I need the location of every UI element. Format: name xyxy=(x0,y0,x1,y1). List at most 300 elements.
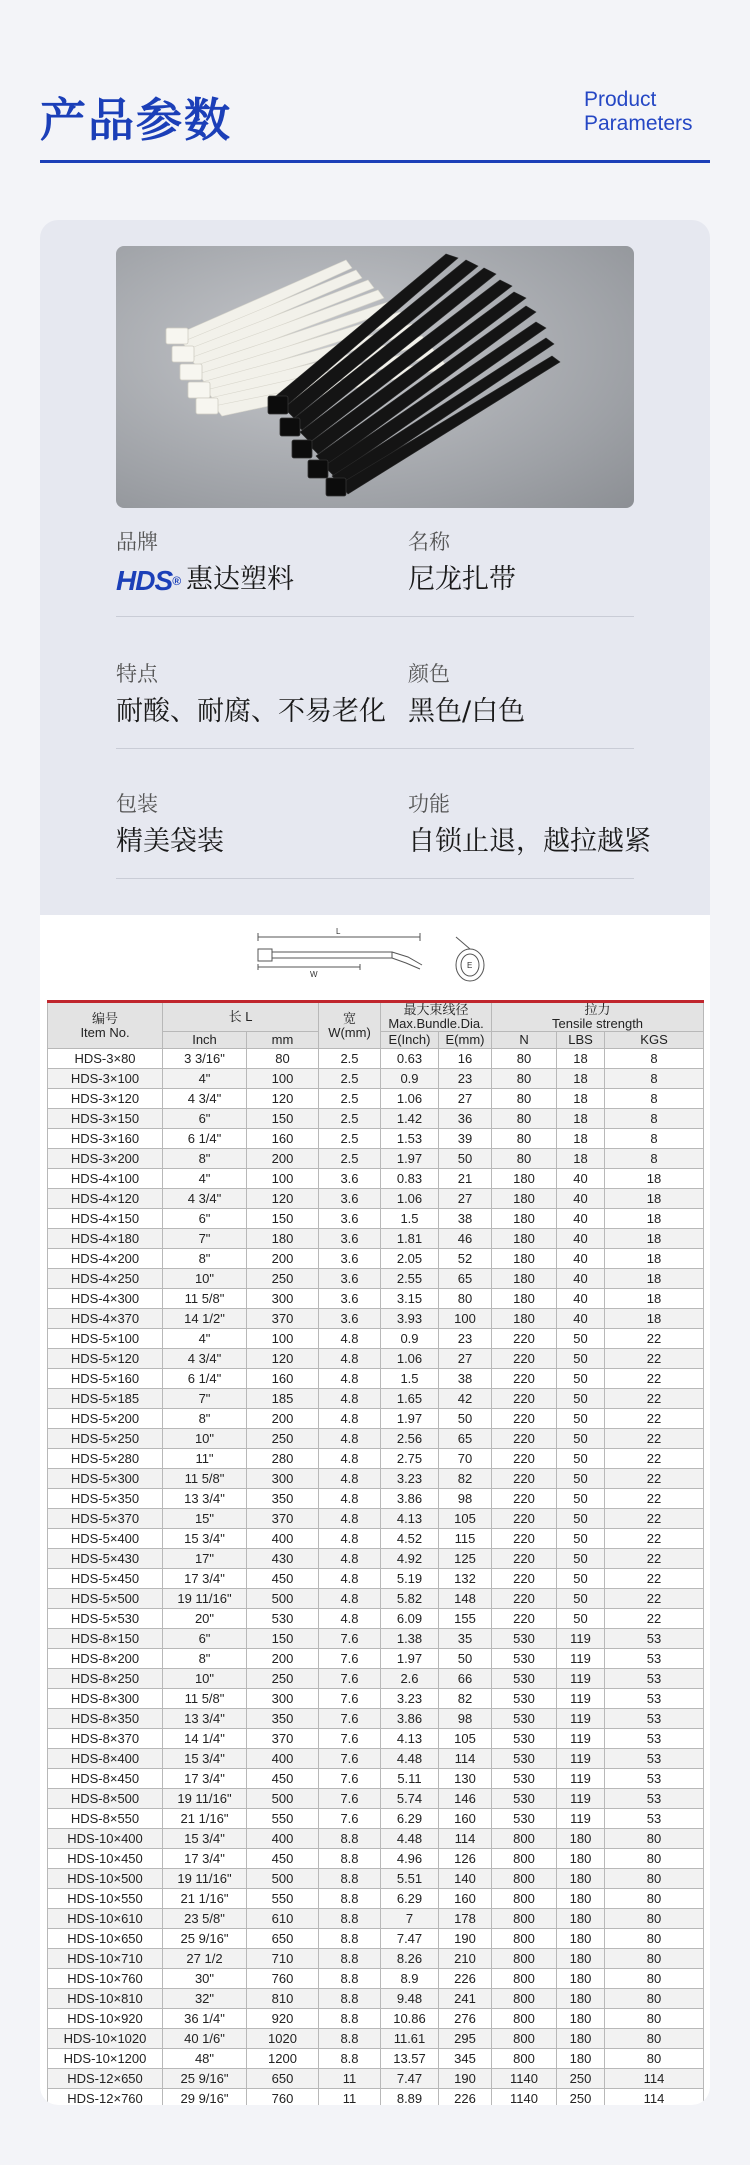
cell-mm: 760 xyxy=(247,2089,319,2106)
cell-e-inch: 13.57 xyxy=(381,2049,439,2069)
cell-lbs: 50 xyxy=(557,1549,605,1569)
cell-n: 220 xyxy=(492,1569,557,1589)
cell-mm: 180 xyxy=(247,1229,319,1249)
cell-e-mm: 39 xyxy=(439,1129,492,1149)
spec-color-value: 黑色/白色 xyxy=(408,696,526,727)
cell-kgs: 22 xyxy=(605,1349,704,1369)
cell-width: 3.6 xyxy=(319,1209,381,1229)
cell-item-no: HDS-5×400 xyxy=(48,1529,163,1549)
cell-e-inch: 2.6 xyxy=(381,1669,439,1689)
cell-kgs: 80 xyxy=(605,1849,704,1869)
cell-kgs: 22 xyxy=(605,1409,704,1429)
cell-width: 2.5 xyxy=(319,1149,381,1169)
cell-lbs: 40 xyxy=(557,1209,605,1229)
spec-name-label: 名称 xyxy=(408,530,450,554)
cell-inch: 32" xyxy=(163,1989,247,2009)
table-row xyxy=(48,1109,704,1129)
cell-e-mm: 50 xyxy=(439,1149,492,1169)
table-row xyxy=(48,1969,704,1989)
cell-e-inch: 4.92 xyxy=(381,1549,439,1569)
cell-mm: 610 xyxy=(247,1909,319,1929)
cell-lbs: 18 xyxy=(557,1149,605,1169)
table-row xyxy=(48,1689,704,1709)
spec-brand xyxy=(116,528,294,599)
cell-kgs: 80 xyxy=(605,2049,704,2069)
table-row xyxy=(48,1709,704,1729)
cell-lbs: 119 xyxy=(557,1809,605,1829)
cell-lbs: 50 xyxy=(557,1609,605,1629)
cell-e-mm: 65 xyxy=(439,1429,492,1449)
cell-inch: 17 3/4" xyxy=(163,1569,247,1589)
header-divider xyxy=(40,160,710,163)
cell-item-no: HDS-10×400 xyxy=(48,1829,163,1849)
cell-inch: 20" xyxy=(163,1609,247,1629)
cell-mm: 150 xyxy=(247,1629,319,1649)
cell-inch: 4" xyxy=(163,1069,247,1089)
cell-kgs: 22 xyxy=(605,1389,704,1409)
cell-n: 530 xyxy=(492,1769,557,1789)
table-row xyxy=(48,2089,704,2106)
cell-item-no: HDS-4×200 xyxy=(48,1249,163,1269)
cell-inch: 3 3/16" xyxy=(163,1049,247,1069)
cell-mm: 650 xyxy=(247,2069,319,2089)
cell-inch: 23 5/8" xyxy=(163,1909,247,1929)
cell-width: 7.6 xyxy=(319,1689,381,1709)
header-inch: Inch xyxy=(163,1032,247,1049)
cell-n: 80 xyxy=(492,1129,557,1149)
cell-mm: 120 xyxy=(247,1189,319,1209)
cell-kgs: 18 xyxy=(605,1269,704,1289)
cell-item-no: HDS-3×200 xyxy=(48,1149,163,1169)
table-row xyxy=(48,2049,704,2069)
header-e-mm: E(mm) xyxy=(439,1032,492,1049)
cell-width: 2.5 xyxy=(319,1089,381,1109)
cell-lbs: 119 xyxy=(557,1769,605,1789)
cell-mm: 300 xyxy=(247,1289,319,1309)
cell-lbs: 180 xyxy=(557,2009,605,2029)
cell-kgs: 22 xyxy=(605,1609,704,1629)
cell-width: 8.8 xyxy=(319,2029,381,2049)
cell-lbs: 119 xyxy=(557,1789,605,1809)
cell-mm: 350 xyxy=(247,1489,319,1509)
cell-mm: 370 xyxy=(247,1309,319,1329)
table-row xyxy=(48,1209,704,1229)
cell-lbs: 180 xyxy=(557,1949,605,1969)
cell-kgs: 114 xyxy=(605,2069,704,2089)
cell-e-inch: 5.11 xyxy=(381,1769,439,1789)
cell-e-mm: 50 xyxy=(439,1649,492,1669)
cell-item-no: HDS-3×80 xyxy=(48,1049,163,1069)
table-row xyxy=(48,1649,704,1669)
cell-width: 8.8 xyxy=(319,1989,381,2009)
table-row xyxy=(48,1769,704,1789)
cell-inch: 6 1/4" xyxy=(163,1129,247,1149)
cell-lbs: 50 xyxy=(557,1369,605,1389)
cell-e-inch: 3.23 xyxy=(381,1469,439,1489)
cell-item-no: HDS-8×150 xyxy=(48,1629,163,1649)
cell-item-no: HDS-5×430 xyxy=(48,1549,163,1569)
cell-width: 4.8 xyxy=(319,1429,381,1449)
cell-kgs: 22 xyxy=(605,1509,704,1529)
spec-function xyxy=(408,790,651,860)
cell-inch: 15 3/4" xyxy=(163,1529,247,1549)
cell-width: 7.6 xyxy=(319,1749,381,1769)
cell-width: 4.8 xyxy=(319,1509,381,1529)
cell-mm: 120 xyxy=(247,1349,319,1369)
cell-e-inch: 6.29 xyxy=(381,1809,439,1829)
cell-width: 4.8 xyxy=(319,1529,381,1549)
cell-kgs: 80 xyxy=(605,1989,704,2009)
cell-e-mm: 98 xyxy=(439,1709,492,1729)
spec-name-value: 尼龙扎带 xyxy=(408,564,516,595)
spec-package-label: 包装 xyxy=(116,792,158,816)
cell-inch: 7" xyxy=(163,1229,247,1249)
table-row xyxy=(48,1569,704,1589)
cell-e-inch: 1.5 xyxy=(381,1369,439,1389)
cell-e-inch: 8.89 xyxy=(381,2089,439,2106)
cell-mm: 100 xyxy=(247,1169,319,1189)
cell-e-mm: 345 xyxy=(439,2049,492,2069)
cell-n: 800 xyxy=(492,1889,557,1909)
cell-inch: 19 11/16" xyxy=(163,1869,247,1889)
cell-lbs: 119 xyxy=(557,1689,605,1709)
cell-kgs: 18 xyxy=(605,1169,704,1189)
cell-item-no: HDS-4×300 xyxy=(48,1289,163,1309)
cell-inch: 11" xyxy=(163,1449,247,1469)
cell-n: 220 xyxy=(492,1509,557,1529)
cell-lbs: 180 xyxy=(557,1849,605,1869)
cell-width: 4.8 xyxy=(319,1369,381,1389)
cell-e-inch: 7.47 xyxy=(381,1929,439,1949)
cell-width: 8.8 xyxy=(319,1949,381,1969)
cell-n: 180 xyxy=(492,1229,557,1249)
cell-e-mm: 140 xyxy=(439,1869,492,1889)
cell-e-mm: 27 xyxy=(439,1349,492,1369)
cell-item-no: HDS-3×160 xyxy=(48,1129,163,1149)
cell-kgs: 18 xyxy=(605,1229,704,1249)
cell-e-mm: 66 xyxy=(439,1669,492,1689)
cell-kgs: 80 xyxy=(605,1909,704,1929)
cell-e-mm: 241 xyxy=(439,1989,492,2009)
cell-mm: 430 xyxy=(247,1549,319,1569)
cell-kgs: 18 xyxy=(605,1289,704,1309)
cell-inch: 15" xyxy=(163,1509,247,1529)
spec-function-value: 自锁止退，越拉越紧 xyxy=(408,826,651,857)
cell-lbs: 180 xyxy=(557,1989,605,2009)
table-row xyxy=(48,1429,704,1449)
cell-e-mm: 148 xyxy=(439,1589,492,1609)
cell-width: 4.8 xyxy=(319,1349,381,1369)
cell-e-mm: 226 xyxy=(439,2089,492,2106)
cell-kgs: 22 xyxy=(605,1449,704,1469)
cell-e-inch: 0.83 xyxy=(381,1169,439,1189)
cell-width: 8.8 xyxy=(319,1849,381,1869)
cell-lbs: 119 xyxy=(557,1669,605,1689)
page-title: 产品参数 xyxy=(40,93,232,147)
cell-e-mm: 82 xyxy=(439,1689,492,1709)
cell-mm: 530 xyxy=(247,1609,319,1629)
cell-e-inch: 1.06 xyxy=(381,1189,439,1209)
cell-kgs: 22 xyxy=(605,1469,704,1489)
cell-n: 800 xyxy=(492,2029,557,2049)
cell-lbs: 50 xyxy=(557,1349,605,1369)
spec-name xyxy=(408,528,516,598)
cell-inch: 17 3/4" xyxy=(163,1769,247,1789)
cell-width: 4.8 xyxy=(319,1489,381,1509)
cell-mm: 500 xyxy=(247,1589,319,1609)
spec-table xyxy=(47,1000,704,2105)
cell-mm: 710 xyxy=(247,1949,319,1969)
cell-n: 530 xyxy=(492,1709,557,1729)
table-row xyxy=(48,1149,704,1169)
cell-item-no: HDS-10×920 xyxy=(48,2009,163,2029)
cell-kgs: 22 xyxy=(605,1529,704,1549)
table-row xyxy=(48,1809,704,1829)
cell-mm: 150 xyxy=(247,1109,319,1129)
cell-item-no: HDS-8×500 xyxy=(48,1789,163,1809)
cell-inch: 8" xyxy=(163,1409,247,1429)
cell-lbs: 40 xyxy=(557,1309,605,1329)
header-lbs: LBS xyxy=(557,1032,605,1049)
cell-e-inch: 1.97 xyxy=(381,1149,439,1169)
cell-e-inch: 7 xyxy=(381,1909,439,1929)
cell-n: 530 xyxy=(492,1669,557,1689)
cell-e-inch: 6.09 xyxy=(381,1609,439,1629)
cell-mm: 370 xyxy=(247,1729,319,1749)
table-row xyxy=(48,1329,704,1349)
cell-width: 4.8 xyxy=(319,1589,381,1609)
cell-e-mm: 50 xyxy=(439,1409,492,1429)
table-row xyxy=(48,1529,704,1549)
cell-e-mm: 80 xyxy=(439,1289,492,1309)
cell-width: 3.6 xyxy=(319,1189,381,1209)
cell-e-inch: 1.38 xyxy=(381,1629,439,1649)
cell-n: 80 xyxy=(492,1069,557,1089)
cell-inch: 10" xyxy=(163,1269,247,1289)
table-row xyxy=(48,1269,704,1289)
cell-width: 8.8 xyxy=(319,1969,381,1989)
cell-e-inch: 5.51 xyxy=(381,1869,439,1889)
cell-e-mm: 210 xyxy=(439,1949,492,1969)
cell-kgs: 53 xyxy=(605,1629,704,1649)
cell-kgs: 80 xyxy=(605,1949,704,1969)
cell-kgs: 53 xyxy=(605,1749,704,1769)
cell-e-inch: 0.63 xyxy=(381,1049,439,1069)
cell-width: 4.8 xyxy=(319,1549,381,1569)
cell-item-no: HDS-12×760 xyxy=(48,2089,163,2106)
cell-item-no: HDS-5×350 xyxy=(48,1489,163,1509)
cell-width: 3.6 xyxy=(319,1249,381,1269)
cell-item-no: HDS-8×350 xyxy=(48,1709,163,1729)
spec-divider xyxy=(116,616,634,617)
cell-item-no: HDS-3×120 xyxy=(48,1089,163,1109)
cell-lbs: 40 xyxy=(557,1169,605,1189)
cell-item-no: HDS-5×250 xyxy=(48,1429,163,1449)
cell-item-no: HDS-10×450 xyxy=(48,1849,163,1869)
cell-mm: 100 xyxy=(247,1069,319,1089)
cell-inch: 29 9/16" xyxy=(163,2089,247,2106)
cell-mm: 185 xyxy=(247,1389,319,1409)
cell-inch: 17" xyxy=(163,1549,247,1569)
cell-inch: 11 5/8" xyxy=(163,1689,247,1709)
table-row xyxy=(48,1309,704,1329)
cell-item-no: HDS-10×550 xyxy=(48,1889,163,1909)
cell-lbs: 119 xyxy=(557,1649,605,1669)
table-row xyxy=(48,1049,704,1069)
cell-item-no: HDS-10×610 xyxy=(48,1909,163,1929)
cell-lbs: 40 xyxy=(557,1289,605,1309)
cell-lbs: 18 xyxy=(557,1109,605,1129)
cell-e-mm: 178 xyxy=(439,1909,492,1929)
cell-item-no: HDS-4×250 xyxy=(48,1269,163,1289)
cell-width: 7.6 xyxy=(319,1629,381,1649)
cell-mm: 300 xyxy=(247,1469,319,1489)
cell-e-inch: 10.86 xyxy=(381,2009,439,2029)
cell-e-mm: 16 xyxy=(439,1049,492,1069)
cell-inch: 14 1/4" xyxy=(163,1729,247,1749)
cell-item-no: HDS-8×370 xyxy=(48,1729,163,1749)
cell-n: 80 xyxy=(492,1109,557,1129)
cell-kgs: 80 xyxy=(605,1869,704,1889)
cell-e-inch: 3.86 xyxy=(381,1709,439,1729)
cell-kgs: 53 xyxy=(605,1769,704,1789)
spec-divider xyxy=(116,748,634,749)
cell-inch: 17 3/4" xyxy=(163,1849,247,1869)
spec-feature-label: 特点 xyxy=(116,662,158,686)
cell-kgs: 53 xyxy=(605,1809,704,1829)
cable-ties-image xyxy=(116,246,634,508)
page-header xyxy=(40,0,710,165)
cell-inch: 21 1/16" xyxy=(163,1809,247,1829)
cell-lbs: 180 xyxy=(557,1889,605,1909)
cell-item-no: HDS-4×150 xyxy=(48,1209,163,1229)
cell-lbs: 180 xyxy=(557,1829,605,1849)
cell-n: 80 xyxy=(492,1089,557,1109)
cell-width: 8.8 xyxy=(319,1869,381,1889)
cell-e-mm: 27 xyxy=(439,1089,492,1109)
cell-e-inch: 5.74 xyxy=(381,1789,439,1809)
cell-lbs: 180 xyxy=(557,1909,605,1929)
table-row xyxy=(48,1669,704,1689)
table-row xyxy=(48,1729,704,1749)
cell-e-inch: 2.05 xyxy=(381,1249,439,1269)
header-bundle-dia: 最大束线径 Max.Bundle.Dia. xyxy=(381,1002,492,1032)
cell-mm: 200 xyxy=(247,1649,319,1669)
cell-n: 530 xyxy=(492,1629,557,1649)
cell-lbs: 180 xyxy=(557,2029,605,2049)
cell-item-no: HDS-5×280 xyxy=(48,1449,163,1469)
cell-lbs: 119 xyxy=(557,1709,605,1729)
cell-n: 800 xyxy=(492,1989,557,2009)
cell-item-no: HDS-10×1200 xyxy=(48,2049,163,2069)
cell-inch: 11 5/8" xyxy=(163,1469,247,1489)
cell-lbs: 40 xyxy=(557,1269,605,1289)
cell-inch: 36 1/4" xyxy=(163,2009,247,2029)
cell-e-inch: 0.9 xyxy=(381,1069,439,1089)
cell-e-mm: 226 xyxy=(439,1969,492,1989)
cell-e-mm: 27 xyxy=(439,1189,492,1209)
cell-item-no: HDS-5×160 xyxy=(48,1369,163,1389)
cell-item-no: HDS-5×530 xyxy=(48,1609,163,1629)
cell-mm: 160 xyxy=(247,1129,319,1149)
cell-kgs: 53 xyxy=(605,1729,704,1749)
cell-width: 4.8 xyxy=(319,1609,381,1629)
table-row xyxy=(48,1489,704,1509)
cell-item-no: HDS-4×180 xyxy=(48,1229,163,1249)
cell-mm: 280 xyxy=(247,1449,319,1469)
cell-kgs: 22 xyxy=(605,1549,704,1569)
cell-kgs: 114 xyxy=(605,2089,704,2106)
cell-e-mm: 130 xyxy=(439,1769,492,1789)
table-row xyxy=(48,1929,704,1949)
table-row xyxy=(48,1289,704,1309)
cell-lbs: 40 xyxy=(557,1229,605,1249)
cell-e-inch: 1.06 xyxy=(381,1349,439,1369)
spec-function-label: 功能 xyxy=(408,792,450,816)
cell-e-inch: 4.48 xyxy=(381,1749,439,1769)
table-row xyxy=(48,1509,704,1529)
cell-kgs: 22 xyxy=(605,1489,704,1509)
cell-lbs: 119 xyxy=(557,1749,605,1769)
cell-width: 7.6 xyxy=(319,1729,381,1749)
cell-mm: 500 xyxy=(247,1789,319,1809)
cell-item-no: HDS-10×1020 xyxy=(48,2029,163,2049)
cell-n: 800 xyxy=(492,1969,557,1989)
cell-e-mm: 98 xyxy=(439,1489,492,1509)
cell-n: 530 xyxy=(492,1789,557,1809)
cell-width: 7.6 xyxy=(319,1809,381,1829)
cell-lbs: 50 xyxy=(557,1589,605,1609)
cell-e-inch: 4.96 xyxy=(381,1849,439,1869)
cell-n: 220 xyxy=(492,1589,557,1609)
cell-item-no: HDS-10×650 xyxy=(48,1929,163,1949)
cell-lbs: 50 xyxy=(557,1409,605,1429)
cell-item-no: HDS-3×150 xyxy=(48,1109,163,1129)
cell-inch: 11 5/8" xyxy=(163,1289,247,1309)
table-row xyxy=(48,1789,704,1809)
cell-inch: 4 3/4" xyxy=(163,1089,247,1109)
cell-mm: 300 xyxy=(247,1689,319,1709)
cell-item-no: HDS-5×370 xyxy=(48,1509,163,1529)
cell-width: 3.6 xyxy=(319,1309,381,1329)
cell-width: 2.5 xyxy=(319,1109,381,1129)
cell-inch: 19 11/16" xyxy=(163,1789,247,1809)
spec-brand-value: HDS® 惠达塑料 xyxy=(116,562,294,599)
cell-inch: 4" xyxy=(163,1169,247,1189)
cell-inch: 6 1/4" xyxy=(163,1369,247,1389)
table-row xyxy=(48,2069,704,2089)
cell-inch: 4" xyxy=(163,1329,247,1349)
cell-e-inch: 1.5 xyxy=(381,1209,439,1229)
cell-e-mm: 132 xyxy=(439,1569,492,1589)
cell-inch: 10" xyxy=(163,1669,247,1689)
cell-width: 2.5 xyxy=(319,1049,381,1069)
cell-e-mm: 190 xyxy=(439,1929,492,1949)
cell-inch: 19 11/16" xyxy=(163,1589,247,1609)
cell-mm: 400 xyxy=(247,1829,319,1849)
cell-item-no: HDS-5×100 xyxy=(48,1329,163,1349)
cell-mm: 450 xyxy=(247,1769,319,1789)
cell-kgs: 8 xyxy=(605,1129,704,1149)
cell-inch: 25 9/16" xyxy=(163,1929,247,1949)
cell-n: 220 xyxy=(492,1389,557,1409)
cell-width: 11 xyxy=(319,2069,381,2089)
table-row xyxy=(48,1409,704,1429)
cell-e-mm: 70 xyxy=(439,1449,492,1469)
cell-e-inch: 6.29 xyxy=(381,1889,439,1909)
cell-n: 180 xyxy=(492,1249,557,1269)
cell-width: 8.8 xyxy=(319,1929,381,1949)
